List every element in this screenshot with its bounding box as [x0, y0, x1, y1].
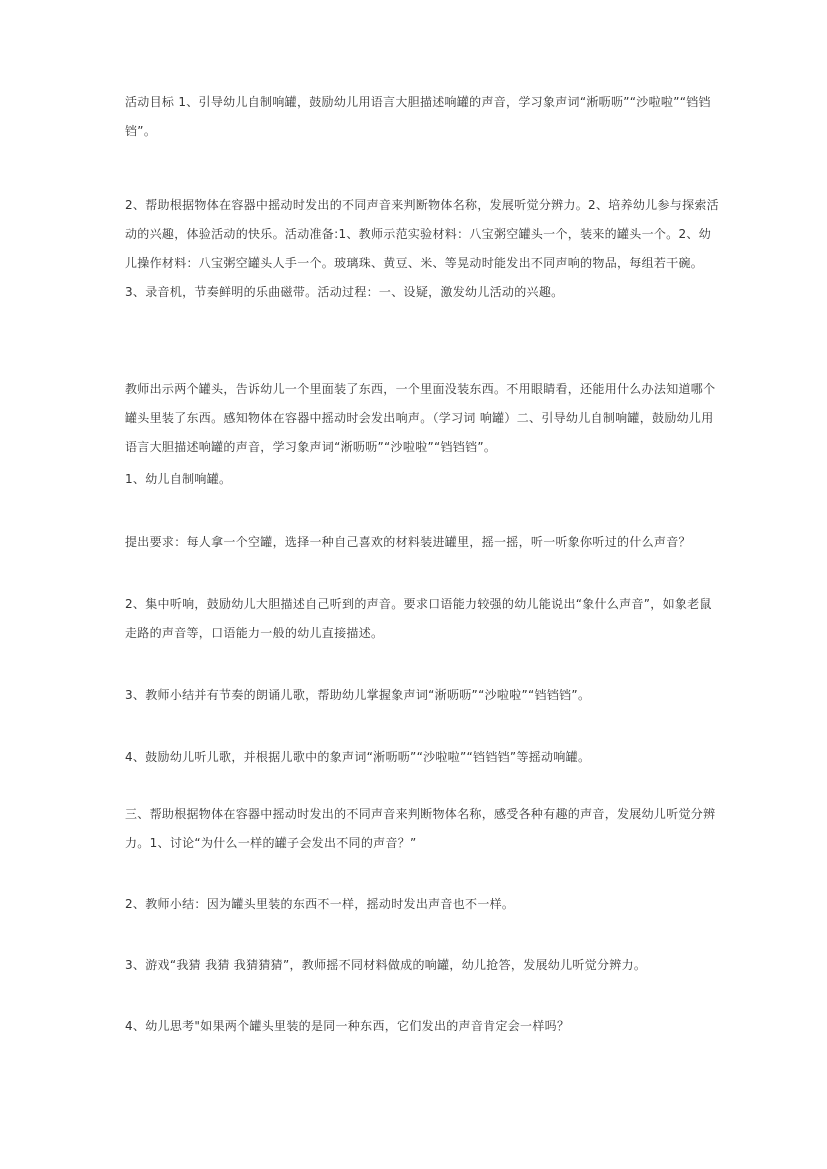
paragraph-teacher-summary: 2、教师小结：因为罐头里装的东西不一样，摇动时发出声音也不一样。 [125, 897, 515, 911]
paragraph-guessing-game: 3、游戏“我猜 我猜 我猜猜猜”，教师摇不同材料做成的响罐，幼儿抢答，发展幼儿听觉分辨力。 [125, 958, 647, 972]
paragraph-step-3: 3、教师小结并有节奏的朗诵儿歌，帮助幼儿掌握象声词“淅呖呖”“沙啦啦”“铛铛铛”。 [125, 688, 591, 702]
paragraph-teacher-shows-cans: 教师出示两个罐头，告诉幼儿一个里面装了东西，一个里面没装东西。不用眼睛看，还能用什么办法知道哪个罐头里装了东西。感知物体在容器中摇动时会发出响声。（学习词 响罐）二、引导幼儿自制响罐，鼓励幼儿用语言大胆描述响罐的声音，学习象声词“淅呖呖”“沙啦啦”“铛铛铛”。 [125, 382, 716, 454]
paragraph-part-three: 三、帮助根据物体在容器中摇动时发出的不同声音来判断物体名称，感受各种有趣的声音，发展幼儿听觉分辨力。1、讨论“为什么一样的罐子会发出不同的声音？” [125, 807, 716, 850]
paragraph-step-4: 4、鼓励幼儿听儿歌，并根据儿歌中的象声词“淅呖呖”“沙啦啦”“铛铛铛”等摇动响罐。 [125, 750, 591, 764]
paragraph-step-2: 2、集中听响，鼓励幼儿大胆描述自己听到的声音。要求口语能力较强的幼儿能说出“象什么声音”，如象老鼠走路的声音等，口语能力一般的幼儿直接描述。 [125, 597, 712, 640]
paragraph-requirements: 提出要求：每人拿一个空罐，选择一种自己喜欢的材料装进罐里，摇一摇，听一听象你听过的什么声音？ [125, 535, 691, 549]
paragraph-goal-2-and-preparation: 2、帮助根据物体在容器中摇动时发出的不同声音来判断物体名称，发展听觉分辨力。2、培养幼儿参与探索活动的兴趣，体验活动的快乐。活动准备:1、教师示范实验材料：八宝粥空罐头一个，装来的罐头一个。2、幼儿操作材料：八宝粥空罐头人手一个。玻璃珠、黄豆、米、等晃动时能发出不同声响的物品，每组若干碗。3、录音机，节奏鲜明的乐曲磁带。活动过程：一、设疑，激发幼儿活动的兴趣。 [125, 198, 719, 299]
paragraph-activity-goal: 活动目标 1、引导幼儿自制响罐，鼓励幼儿用语言大胆描述响罐的声音，学习象声词“淅呖呖”“沙啦啦”“铛铛铛”。 [125, 95, 711, 138]
paragraph-children-think: 4、幼儿思考"如果两个罐头里装的是同一种东西，它们发出的声音肯定会一样吗？ [125, 1019, 570, 1033]
paragraph-step-1: 1、幼儿自制响罐。 [125, 472, 232, 486]
